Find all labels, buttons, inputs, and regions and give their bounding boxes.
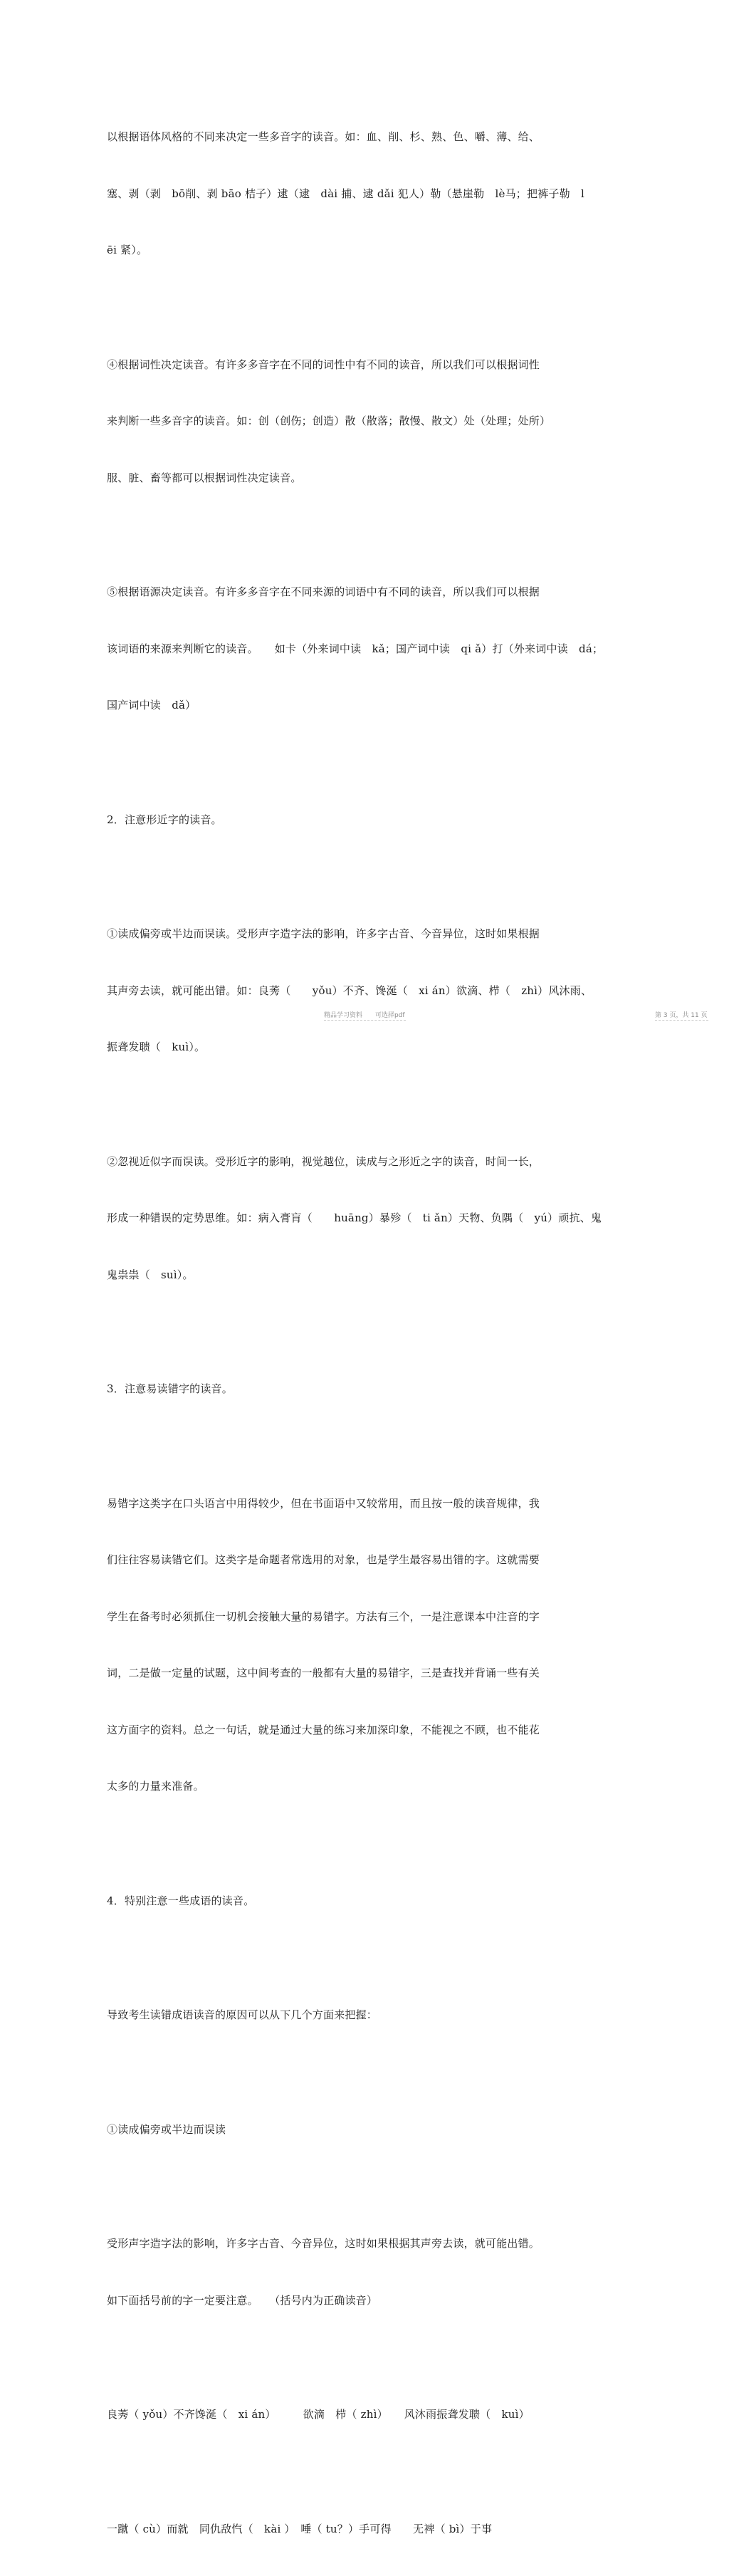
text-line: 导致考生读错成语读音的原因可以从下几个方面来把握： — [107, 2006, 634, 2025]
text-line: 该词语的来源来判断它的读音。 如卡（外来词中读 kǎ；国产词中读 qi ǎ）打（外来词中读 dá； — [107, 640, 634, 659]
text-line: 太多的力量来准备。 — [107, 1777, 634, 1796]
paragraph-similar-chars — [107, 1115, 634, 1323]
text-line: 如下面括号前的字一定要注意。 （括号内为正确读音） — [107, 2291, 634, 2310]
section-heading-4 — [107, 1854, 634, 1949]
section-heading-3 — [107, 1342, 634, 1436]
text-line: 形成一种错误的定势思维。如：病入膏肓（ huāng）暴殄（ ti ǎn）天物、负隅（ yú）顽抗、鬼 — [107, 1209, 634, 1228]
paragraph-idiom-note — [107, 2196, 634, 2347]
paragraph-radical-misread — [107, 887, 634, 1095]
text-line: 良莠（ yǒu）不齐馋涎（ xi án） 欲滴 栉（ zhì） 风沐雨振聋发聩（ kuì） — [107, 2405, 634, 2424]
text-line: 一蹴（ cù）而就 同仇敌忾（ kài ） 唾（ tu？）手可得 无裨（ bì）于事 — [107, 2520, 634, 2539]
text-line: ④根据词性决定读音。有许多多音字在不同的词性中有不同的读音，所以我们可以根据词性 — [107, 355, 634, 375]
subheading-radical — [107, 2082, 634, 2177]
text-line: 易错字这类字在口头语言中用得较少，但在书面语中又较常用，而且按一般的读音规律，我 — [107, 1494, 634, 1513]
text-line: ②忽视近似字而误读。受形近字的影响，视觉越位，读成与之形近之字的读音，时间一长， — [107, 1152, 634, 1172]
text-line: 以根据语体风格的不同来决定一些多音字的读音。如：血、削、杉、熟、色、嚼、薄、给、 — [107, 127, 634, 147]
document-body — [107, 90, 634, 2576]
text-line: 们往往容易读错它们。这类字是命题者常选用的对象，也是学生最容易出错的字。这就需要 — [107, 1550, 634, 1570]
text-line: ⑤根据语源决定读音。有许多多音字在不同来源的词语中有不同的读音，所以我们可以根据 — [107, 583, 634, 602]
footer-divider — [655, 1020, 708, 1021]
paragraph-idiom-causes — [107, 1968, 634, 2063]
paragraph-language-style — [107, 90, 634, 298]
page-number: 第 3 页，共 11 页 — [655, 1010, 708, 1019]
text-line: 学生在备考时必须抓住一切机会接触大量的易错字。方法有三个，一是注意课本中注音的字 — [107, 1607, 634, 1627]
page-footer — [0, 1010, 729, 1024]
heading-text: 2．注意形近字的读音。 — [107, 810, 634, 830]
text-line: 振聋发聩（ kuì）。 — [107, 1038, 634, 1057]
text-line: 受形声字造字法的影响，许多字古音、今音异位，这时如果根据其声旁去读，就可能出错。 — [107, 2234, 634, 2253]
paragraph-etymology — [107, 545, 634, 753]
text-line: ①读成偏旁或半边而误读。受形声字造字法的影响，许多字古音、今音异位，这时如果根据 — [107, 924, 634, 944]
text-line: 词，二是做一定量的试题，这中间考查的一般都有大量的易错字，三是查找并背诵一些有关 — [107, 1664, 634, 1683]
footer-watermark-text: 精品学习资料 可选择pdf — [324, 1010, 405, 1019]
text-line: ①读成偏旁或半边而误读 — [107, 2120, 634, 2139]
text-line: 来判断一些多音字的读音。如：创（创伤；创造）散（散落；散慢、散文）处（处理；处所） — [107, 412, 634, 431]
section-heading-2 — [107, 773, 634, 867]
footer-divider — [324, 1020, 406, 1021]
idiom-examples-line-2 — [107, 2482, 634, 2576]
text-line: 国产词中读 dǎ） — [107, 696, 634, 715]
text-line: 其声旁去读，就可能出错。如：良莠（ yǒu）不齐、馋涎（ xi án）欲滴、栉（ zhì）风沐雨、 — [107, 981, 634, 1001]
text-line: 塞、剥（剥 bō削、剥 bāo 桔子）逮（逮 dài 捕、逮 dǎi 犯人）勒（悬崖勒 lè马；把裤子勒 l — [107, 184, 634, 204]
idiom-examples-line-1 — [107, 2367, 634, 2462]
paragraph-easy-mistakes — [107, 1456, 634, 1834]
heading-text: 3．注意易读错字的读音。 — [107, 1380, 634, 1399]
paragraph-part-of-speech — [107, 318, 634, 526]
heading-text: 4．特别注意一些成语的读音。 — [107, 1892, 634, 1911]
text-line: 鬼祟祟（ suì）。 — [107, 1266, 634, 1285]
text-line: ēi 紧）。 — [107, 241, 634, 260]
text-line: 服、脏、畜等都可以根据词性决定读音。 — [107, 469, 634, 488]
text-line: 这方面字的资料。总之一句话，就是通过大量的练习来加深印象，不能视之不顾，也不能花 — [107, 1721, 634, 1740]
